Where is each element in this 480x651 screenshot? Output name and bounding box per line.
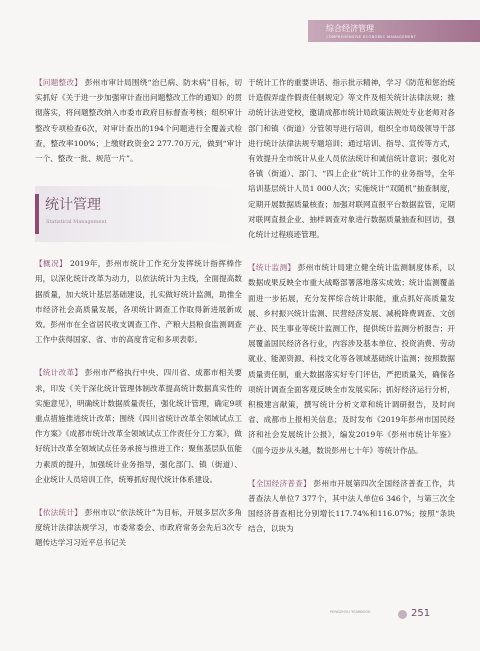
paragraph-text: 彭州市严格执行中央、四川省、成都市相关要求，印发《关于深化统计管理体制改革提高统计数据真实性的实施意见》，明确统计数据质量责任，强化统计管理，确定9项重点措施推进统计改革；围绕《四川省统计改革全领域试点工作方案》《成都市统计改革全领域试点工作责任分工方案》，做好统计改革全领域试点任务承接与推进工作；聚焦基层队伍能力素质的提升，加强统计业务指导，强化部门、镇（街道）、企业统计人员培训工作，统筹抓好现代统计体系建设。	[35, 368, 243, 484]
header-bar	[308, 20, 480, 42]
paragraph-text: 彭州市统计局建立健全统计监测制度体系，以数据成果反映全市重大战略部署落地落实成效；统计监测覆盖面进一步拓展，充分发挥综合统计职能，重点抓好高质量发展、乡村振兴统计监测、民营经济发展、减税降费调查、文创产业、民生事业等统计监测工作，提供统计监测分析报告；开展覆盖国民经济各行业，内容涉及基本单位、投资消费、劳动就业、能源资源、科技文化等各领域基础统计监测；按照数据质量责任制，重大数据落实好专门评估，严把质量关，确保各项统计调查全面客观反映全市发展实际；抓好经济运行分析，积极建言献策，撰写统计分析文章和统计调研报告，及时向省、成都市上报相关信息；及时发布《2019年彭州市国民经济和社会发展统计公报》，编发2019年《彭州市统计年鉴》《面今迈步从头越，数说彭州七十年》等统计作品。	[248, 263, 456, 455]
paragraph-overview	[35, 256, 242, 347]
left-column	[35, 75, 242, 551]
paragraph-tag: 【统计监测】	[248, 263, 296, 273]
paragraph-text: 彭州市开展第四次全国经济普查工作，共普查法人单位7 377个，其中法人单位6 346个，与第三次全国经济普查相比分别增长117.74%和116.07%；按照“条块结合，以块为	[248, 478, 456, 534]
paragraph-text: 2019年，彭州市统计工作充分发挥统计指挥棒作用，以深化统计改革为动力，以依法统计为主线，全面提高数据质量，加大统计基层基础建设，扎实做好统计监测，助推全市经济社会高质量发展，各项统计调查工作取得新进展新成效。彭州市在全省居民收支调查工作、产粮大县粮食监测调查工作中获得国家、省、市的高度肯定和多项表彰。	[35, 259, 242, 345]
paragraph-continuation	[248, 75, 455, 242]
paragraph-tag: 【问题整改】	[35, 78, 83, 87]
footer-brand: PENGZHOU YEARBOOK	[330, 610, 371, 614]
page-footer	[330, 608, 450, 620]
paragraph-statistical-reform	[35, 365, 242, 487]
page-number-dot-icon	[398, 610, 407, 619]
header-title: 综合经济管理	[326, 24, 374, 33]
section-title: 统计管理	[45, 197, 101, 214]
paragraph-text: 彭州市审计局围绕“治已病、防未病”目标，切实抓好《关于进一步加强审计查出问题整改工作的通知》的贯彻落实，将问题整改纳入市委市政府目标督查考核；组织审计整改专项检查6次，对审计查出的194个问题进行全覆盖式检查，整改率100%；上缴财政资金2 277.70万元，做到“审计一个、整改一批、规范一片”。	[35, 78, 243, 164]
paragraph-text: 彭州市以“依法统计”为目标，开展多层次多角度统计法律法规学习，市委常委会、市政府常务会先后3次专题传达学习习近平总书记关	[35, 508, 243, 548]
paragraph-tag: 【概况】	[35, 259, 68, 269]
section-heading	[35, 186, 242, 242]
paragraph-tag: 【依法统计】	[35, 508, 83, 518]
paragraph-tag: 【全国经济普查】	[248, 478, 311, 488]
section-accent-bar	[35, 194, 39, 234]
right-column	[248, 75, 455, 537]
paragraph-tag: 【统计改革】	[35, 368, 83, 378]
paragraph-statistical-monitoring	[248, 260, 455, 458]
paragraph-text: 于统计工作的重要讲话、指示批示精神，学习《防范和惩治统计造假弄虚作假责任制规定》等文件及相关统计法律法规；推动统计法进党校，邀请成都市统计局政策法规处专业老师对各部门和镇（街道）分管领导进行培训，组织全市局级领导干部进行统计法律法规专题培训；通过培训、指导、宣传等方式，有效提升全市统计从业人员依法统计和诚信统计意识；强化对各镇（街道）、部门、“四上企业”统计工作的业务指导，全年培训基层统计人员1 000人次；实施统计“双随机”抽查制度，定期开展数据质量核查；加强对联网直报平台数据监管，定期对联网直报企业、抽样调查对象进行数据质量抽查和回访，强化统计过程痕迹管理。	[248, 78, 455, 240]
paragraph-economic-census	[248, 476, 455, 537]
paragraph-lawful-statistics	[35, 505, 242, 551]
section-subtitle: Statistical Management	[46, 219, 107, 226]
page-number: 251	[411, 608, 431, 619]
paragraph-problem-rectification	[35, 75, 242, 166]
header-subtitle: COMPREHENSIVE ECONOMIC MANAGEMENT	[326, 35, 417, 39]
